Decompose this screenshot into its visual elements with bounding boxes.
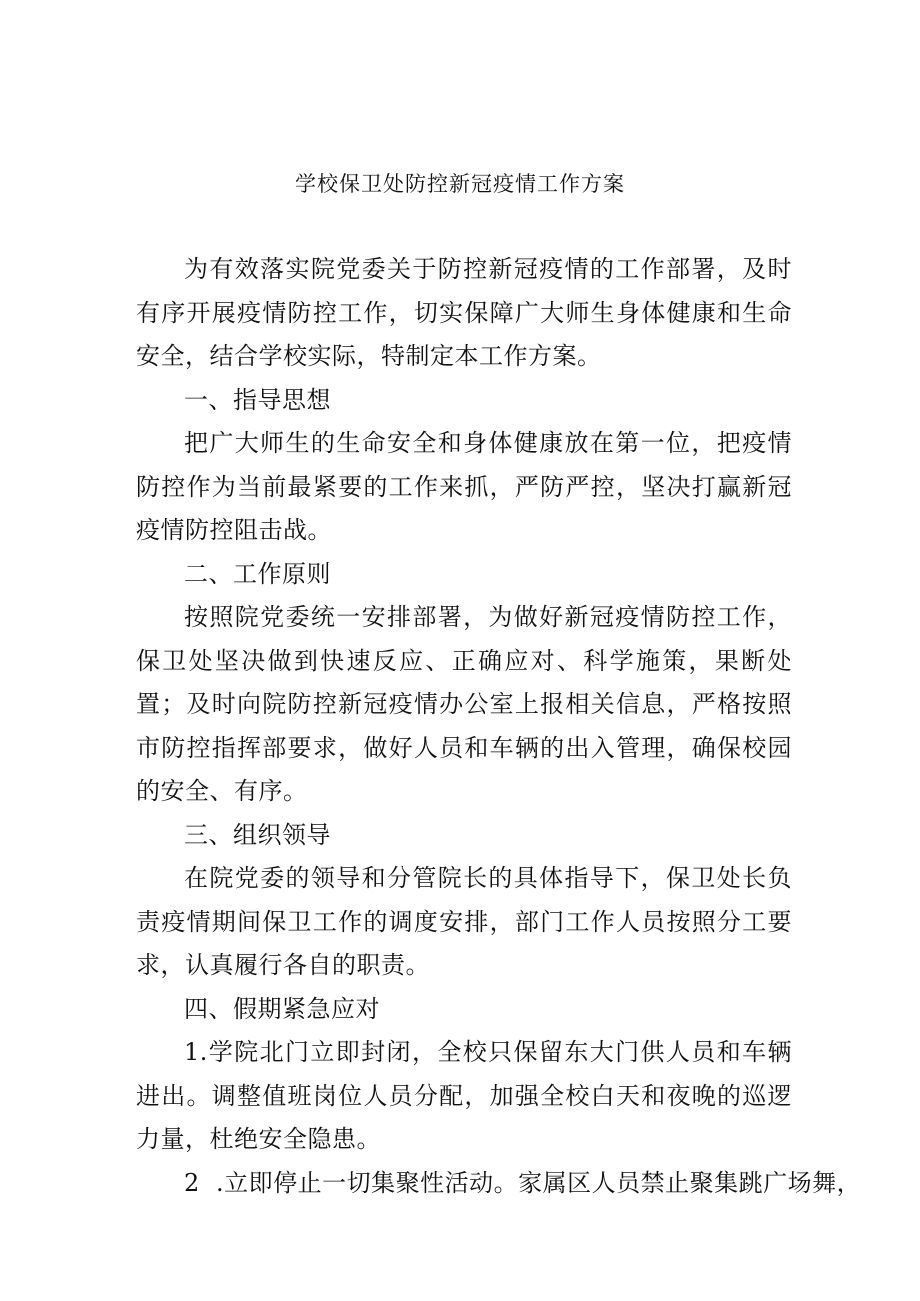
section-paragraph: 2 .立即停止一切集聚性活动。家属区人员禁止聚集跳广场舞， [184, 1168, 862, 1197]
section-paragraph: 按照院党委统一安排部署，为做好新冠疫情防控工作，保卫处坚决做到快速反应、正确应对、科学施策，果断处置；及时向院防控新冠疫情办公室上报相关信息，严格按照市防控指挥部要求，做好人员和车辆的出入管理，确保校园的安全、有序。 [136, 603, 792, 805]
section-heading-work-principles: 二、工作原则 [184, 559, 331, 588]
intro-paragraph: 为有效落实院党委关于防控新冠疫情的工作部署，及时有序开展疫情防控工作，切实保障广大师生身体健康和生命安全，结合学校实际，特制定本工作方案。 [136, 255, 792, 370]
document-title: 学校保卫处防控新冠疫情工作方案 [295, 172, 625, 196]
document-body [136, 248, 862, 1205]
section-paragraph: 把广大师生的生命安全和身体健康放在第一位，把疫情防控作为当前最紧要的工作来抓，严防严控，坚决打赢新冠疫情防控阻击战。 [136, 429, 792, 544]
section-paragraph: 1.学院北门立即封闭，全校只保留东大门供人员和车辆进出。调整值班岗位人员分配，加强全校白天和夜晚的巡逻力量，杜绝安全隐患。 [136, 1038, 792, 1153]
section-paragraph: 在院党委的领导和分管院长的具体指导下，保卫处长负责疫情期间保卫工作的调度安排，部门工作人员按照分工要求，认真履行各自的职责。 [136, 864, 792, 979]
section-heading-holiday-emergency-response: 四、假期紧急应对 [184, 994, 380, 1023]
section-heading-guiding-thought: 一、指导思想 [184, 385, 331, 414]
section-heading-organization-leadership: 三、组织领导 [184, 820, 331, 849]
